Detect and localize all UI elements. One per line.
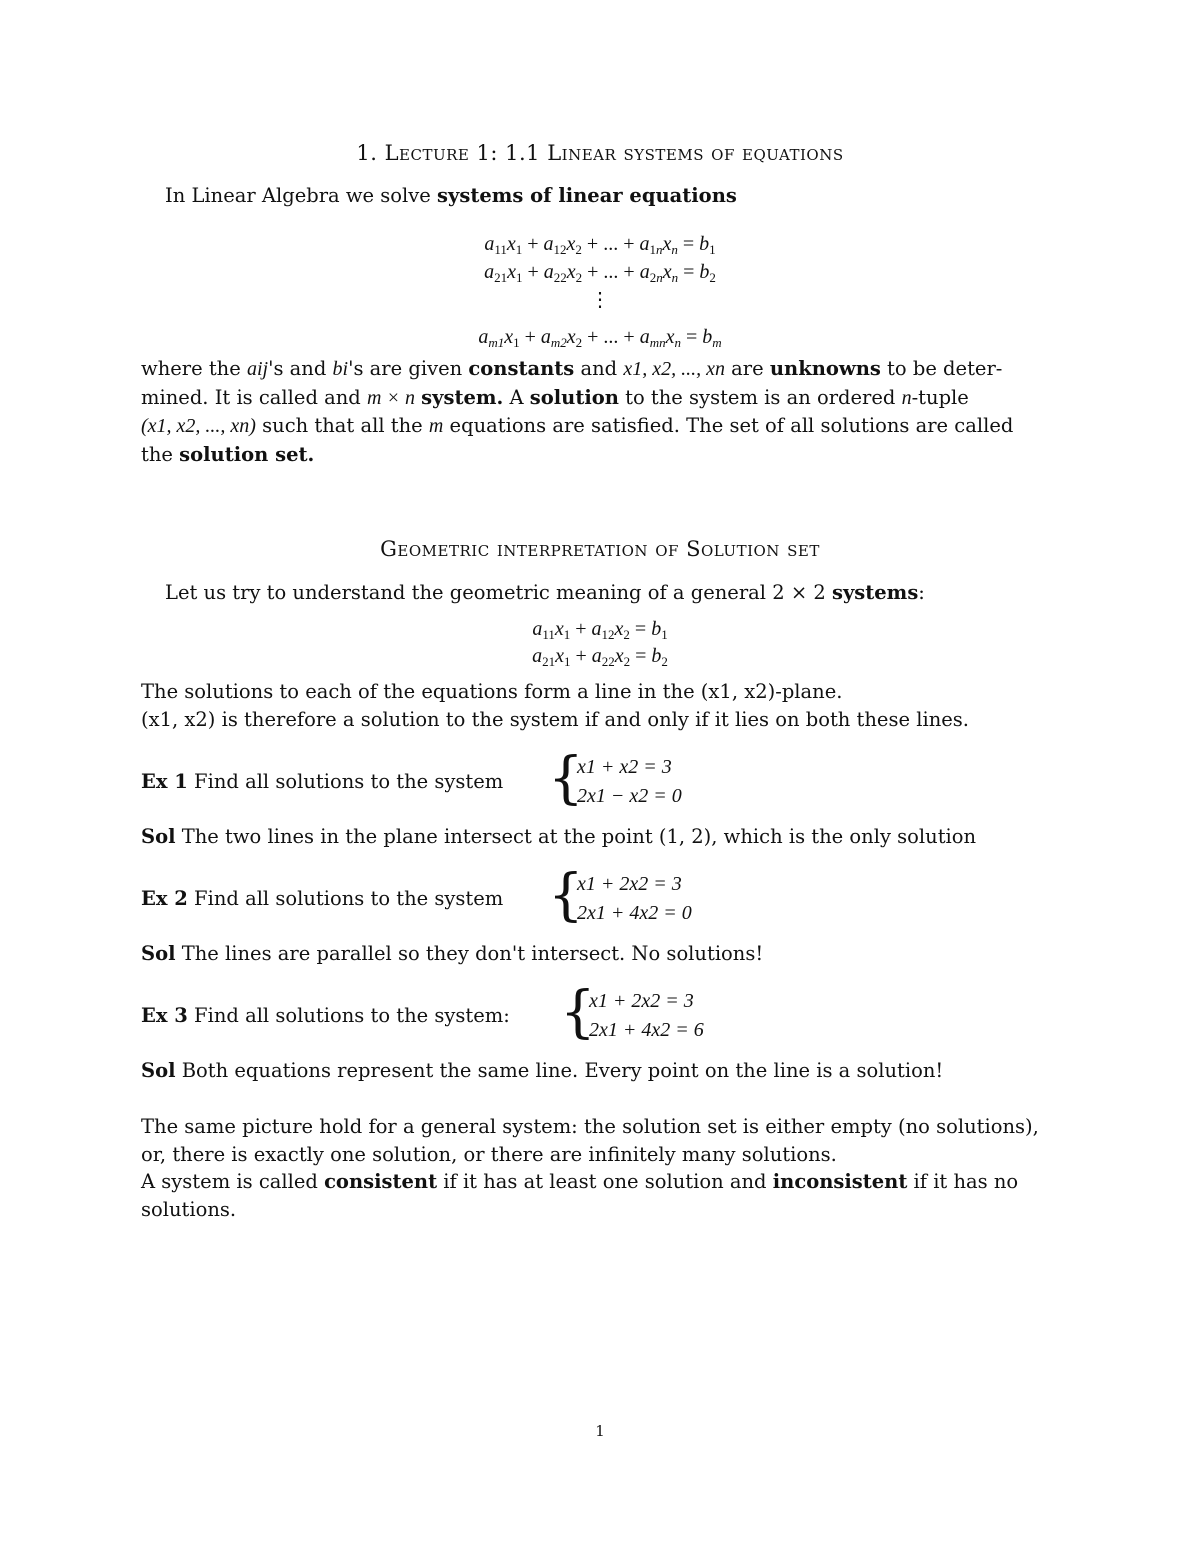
def-text: 's and (268, 357, 333, 380)
example-2-eq2: 2x1 + 4x2 = 0 (577, 902, 692, 924)
example-3-prompt (141, 1002, 510, 1030)
def-math: x1, x2, ..., xn (623, 358, 725, 380)
closing-line-4: solutions. (141, 1197, 237, 1221)
definition-line-1 (141, 355, 1061, 384)
general-system-row-m: $a_{m1}x_1 + a_{m2}x_2$ + ... + $a_{mn}x_n = b_m$ (478, 326, 722, 350)
intro-bold: systems of linear equations (437, 184, 737, 207)
geo-intro-tail: : (918, 581, 925, 604)
geo-intro-bold: systems (831, 581, 919, 604)
lecture-heading: 1. Lecture 1: 1.1 Linear systems of equations (356, 141, 844, 165)
example-2-solution (141, 940, 763, 968)
def-text: such that all the (255, 414, 429, 437)
example-prompt-text: Find all solutions to the system (187, 887, 504, 910)
geo-intro-line (165, 579, 925, 607)
page-number: 1 (595, 1422, 605, 1440)
def-math: m × n (367, 386, 415, 409)
def-math: n (901, 386, 912, 409)
example-1-solution (141, 823, 976, 851)
intro-line (165, 182, 737, 210)
lines-line-2: (x1, x2) is therefore a solution to the system if and only if it lies on both these lines. (141, 708, 969, 731)
consistent-term: consistent (324, 1170, 438, 1193)
general-system-dots: ⋮ (590, 287, 610, 311)
example-prompt-text: Find all solutions to the system: (187, 1004, 510, 1027)
def-text: equations are satisfied. The set of all solutions are called (443, 414, 1014, 437)
closing-paragraph (141, 1113, 1039, 1223)
definition-line-3 (141, 412, 1061, 441)
def-bold: solution (529, 385, 619, 409)
closing-line-2: or, there is exactly one solution, or there are infinitely many solutions. (141, 1142, 837, 1166)
def-text: are (724, 357, 770, 380)
example-prompt-text: Find all solutions to the system (187, 770, 504, 793)
def-text: A (503, 385, 530, 409)
example-1-prompt (141, 768, 503, 796)
example-3-solution (141, 1057, 943, 1085)
def-math: (x1, x2, ..., xn) (141, 415, 256, 437)
example-1-eq2: 2x1 − x2 = 0 (577, 785, 682, 807)
example-2-brace: { (548, 863, 584, 928)
solution-label: Sol (141, 825, 176, 848)
def-text: mined. It is called and (141, 385, 367, 409)
def-bold: solution set. (179, 442, 315, 466)
solution-text: The lines are parallel so they don't intersect. No solutions! (175, 942, 764, 965)
def-bold: unknowns (769, 357, 881, 380)
example-label: Ex 1 (141, 770, 188, 793)
example-2-eq1: x1 + 2x2 = 3 (577, 873, 682, 895)
def-text: and (574, 357, 624, 380)
example-2-prompt (141, 885, 503, 913)
example-3-brace: { (560, 980, 596, 1045)
example-1-eq1: x1 + x2 = 3 (577, 756, 672, 778)
closing-line-1: The same picture hold for a general system: the solution set is either empty (no solutions), (141, 1115, 1039, 1138)
closing-text: if it has no (907, 1170, 1019, 1193)
inconsistent-term: inconsistent (772, 1170, 908, 1193)
def-math: m (428, 415, 444, 437)
two-system-row-2: $a_{21}x_1 + a_{22}x_2 = b_2$ (532, 645, 668, 669)
geometric-heading: Geometric interpretation of Solution set (380, 537, 820, 561)
def-bold: system. (421, 385, 504, 409)
solution-text: The two lines in the plane intersect at the point (1, 2), which is the only solution (175, 825, 977, 848)
example-label: Ex 2 (141, 887, 188, 910)
two-system-row-1: $a_{11}x_1 + a_{12}x_2 = b_1$ (532, 618, 668, 642)
def-text: 's are given (348, 357, 469, 380)
solution-text: Both equations represent the same line. Every point on the line is a solution! (175, 1059, 944, 1082)
definition-paragraph (141, 355, 1061, 468)
closing-text: A system is called (141, 1170, 325, 1193)
general-system-row-2: $a_{21}x_1 + a_{22}x_2$ + ... + $a_{2n}x_n = b_2$ (484, 261, 716, 285)
def-text: to the system is an ordered (618, 385, 902, 409)
example-1-brace: { (548, 746, 584, 811)
definition-line-2 (141, 384, 1061, 413)
closing-line-3 (141, 1168, 1039, 1196)
def-text: the (141, 442, 180, 466)
definition-line-4 (141, 441, 1061, 469)
example-label: Ex 3 (141, 1004, 188, 1027)
def-math: aij (246, 358, 269, 380)
general-system-row-1: $a_{11}x_1 + a_{12}x_2$ + ... + $a_{1n}x_n = b_1$ (484, 233, 716, 257)
solution-label: Sol (141, 1059, 176, 1082)
def-math: bi (332, 358, 349, 380)
example-3-eq1: x1 + 2x2 = 3 (589, 990, 694, 1012)
geo-intro-lead: Let us try to understand the geometric meaning of a general 2 × 2 (165, 581, 832, 604)
intro-lead: In Linear Algebra we solve (165, 184, 438, 207)
lines-line-1: The solutions to each of the equations form a line in the (x1, x2)-plane. (141, 680, 843, 703)
example-3-eq2: 2x1 + 4x2 = 6 (589, 1019, 704, 1041)
solution-label: Sol (141, 942, 176, 965)
def-text: to be deter- (880, 357, 1003, 380)
def-text: -tuple (911, 385, 969, 409)
def-bold: constants (468, 357, 575, 380)
def-text: where the (141, 357, 247, 380)
closing-text: if it has at least one solution and (437, 1170, 773, 1193)
